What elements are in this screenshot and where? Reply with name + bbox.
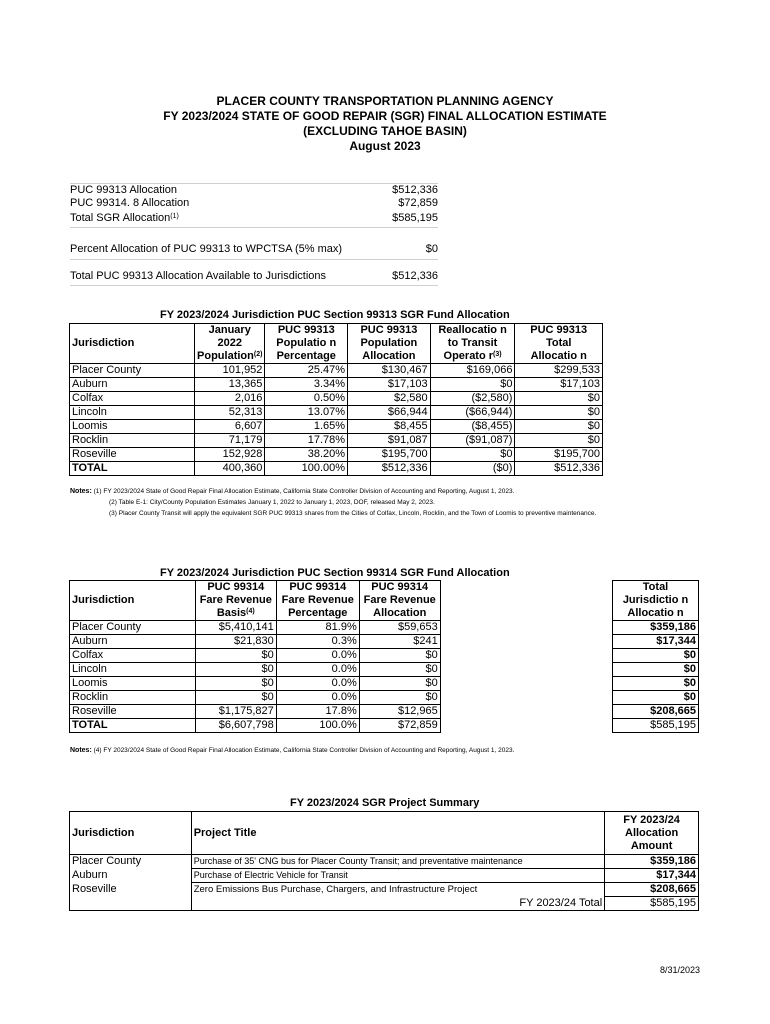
summary-row-99313 [70, 183, 438, 197]
header-allocation-amount: FY 2023/24 Allocation Amount [605, 812, 699, 855]
table-row: Roseville $1,175,827 17.8% $12,965 $208,665 [70, 705, 699, 719]
summary-percent-block [70, 243, 438, 260]
summary-label: Total SGR Allocation$^{(1)}$ [70, 212, 179, 224]
document-title [0, 94, 770, 154]
table-header-row [70, 581, 699, 621]
title-line-date: August 2023 [349, 139, 421, 153]
summary-label: PUC 99313 Allocation [70, 184, 178, 196]
allocation-summary [70, 183, 438, 228]
summary-label: PUC 99314. 8 Allocation [70, 197, 190, 209]
header-population-allocation: PUC 99313 Population Allocation [348, 324, 431, 364]
project-summary-table [69, 811, 699, 911]
summary-value: $512,336 [392, 184, 438, 196]
summary-label: Total PUC 99313 Allocation Available to Jurisdictions [70, 270, 327, 282]
header-fare-revenue-percentage: PUC 99314 Fare Revenue Percentage [276, 581, 359, 621]
header-fare-revenue-allocation: PUC 99314 Fare Revenue Allocation [359, 581, 440, 621]
table-row: Roseville Zero Emissions Bus Purchase, Chargers, and Infrastructure Project $208,665 [70, 883, 699, 897]
summary-row-99314 [70, 197, 438, 210]
puc99314-allocation-table [69, 580, 699, 733]
table-total-row: TOTAL 400,360 100.00% $512,336 ($0) $512,336 [70, 462, 603, 476]
table-row: Loomis $0 0.0% $0 $0 [70, 677, 699, 691]
summary-row-available [70, 270, 438, 286]
summary-value: $0 [425, 243, 438, 255]
table-row: Auburn Purchase of Electric Vehicle for Transit $17,344 [70, 869, 699, 883]
header-reallocation: Reallocatio n to Transit Operato $r^{(3)}$ [430, 324, 515, 364]
title-line-excluding: (EXCLUDING TAHOE BASIN) [303, 124, 467, 138]
footer-date: 8/31/2023 [659, 965, 700, 975]
title-line-agency: PLACER COUNTY TRANSPORTATION PLANNING AGENCY [216, 94, 554, 108]
header-total-jurisdiction-allocation: Total Jurisdictio n Allocatio n [613, 581, 699, 621]
table-row: Auburn $21,830 0.3% $241 $17,344 [70, 635, 699, 649]
summary-row-percent [70, 243, 438, 260]
table3-title: FY 2023/2024 SGR Project Summary [290, 797, 480, 809]
column-gap [440, 581, 612, 621]
table-row: Rocklin 71,179 17.78% $91,087 ($91,087) $0 [70, 434, 603, 448]
table-row: Colfax $0 0.0% $0 $0 [70, 649, 699, 663]
puc99313-allocation-table [69, 323, 603, 476]
table-row: Placer County Purchase of 35' CNG bus for Placer County Transit; and preventative maintenance $359,186 [70, 855, 699, 869]
header-population-percentage: PUC 99313 Populatio n Percentage [265, 324, 348, 364]
title-line-estimate: FY 2023/2024 STATE OF GOOD REPAIR (SGR) FINAL ALLOCATION ESTIMATE [163, 109, 607, 123]
table-row: Rocklin $0 0.0% $0 $0 [70, 691, 699, 705]
summary-available-block [70, 270, 438, 286]
table-row: Placer County $5,410,141 81.9% $59,653 $359,186 [70, 621, 699, 635]
table-header-row [70, 324, 603, 364]
table-row: Placer County 101,952 25.47% $130,467 $169,066 $299,533 [70, 364, 603, 378]
table1-notes: Notes: (1) FY 2023/2024 State of Good Repair Final Allocation Estimate, California State Controller Division of Accounting and Reporting, August 1, 2023. (2) Table E-1: City/County Population Estimates January 1, 2022 to January 1, 2023, DOF, released May 2, 2023. (3) Placer County Transit will apply the equivalent SGR PUC 99313 shares from the Cities of Colfax, Lincoln, Rocklin, and the Town of Loomis to preventive maintenance. [70, 488, 597, 517]
table-header-row [70, 812, 699, 855]
header-project-title: Project Title [191, 812, 605, 855]
header-fare-revenue-basis: PUC 99314 Fare Revenue Basis$^{(4)}$ [195, 581, 276, 621]
table2-notes: Notes: (4) FY 2023/2024 State of Good Repair Final Allocation Estimate, California State Controller Division of Accounting and Reporting, August 1, 2023. [70, 747, 515, 754]
header-jurisdiction: Jurisdiction [70, 324, 195, 364]
summary-value: $512,336 [392, 270, 438, 282]
table-row: Colfax 2,016 0.50% $2,580 ($2,580) $0 [70, 392, 603, 406]
header-total-allocation: PUC 99313 Total Allocatio n [515, 324, 603, 364]
summary-value: $72,859 [398, 197, 438, 209]
summary-label: Percent Allocation of PUC 99313 to WPCTSA (5% max) [70, 243, 343, 255]
table1-title: FY 2023/2024 Jurisdiction PUC Section 99313 SGR Fund Allocation [160, 309, 510, 321]
table-row: Loomis 6,607 1.65% $8,455 ($8,455) $0 [70, 420, 603, 434]
table-row: Roseville 152,928 38.20% $195,700 $0 $195,700 [70, 448, 603, 462]
summary-row-total [70, 210, 438, 228]
header-jurisdiction: Jurisdiction [70, 812, 192, 855]
summary-value: $585,195 [392, 212, 438, 224]
table-row: Auburn 13,365 3.34% $17,103 $0 $17,103 [70, 378, 603, 392]
header-jurisdiction: Jurisdiction [70, 581, 196, 621]
header-population: January 2022 Population$^{(2)}$ [195, 324, 265, 364]
table-total-row: FY 2023/24 Total $585,195 [70, 897, 699, 911]
table-total-row: TOTAL $6,607,798 100.0% $72,859 $585,195 [70, 719, 699, 733]
table-row: Lincoln $0 0.0% $0 $0 [70, 663, 699, 677]
table2-title: FY 2023/2024 Jurisdiction PUC Section 99314 SGR Fund Allocation [160, 567, 510, 579]
table-row: Lincoln 52,313 13.07% $66,944 ($66,944) $0 [70, 406, 603, 420]
